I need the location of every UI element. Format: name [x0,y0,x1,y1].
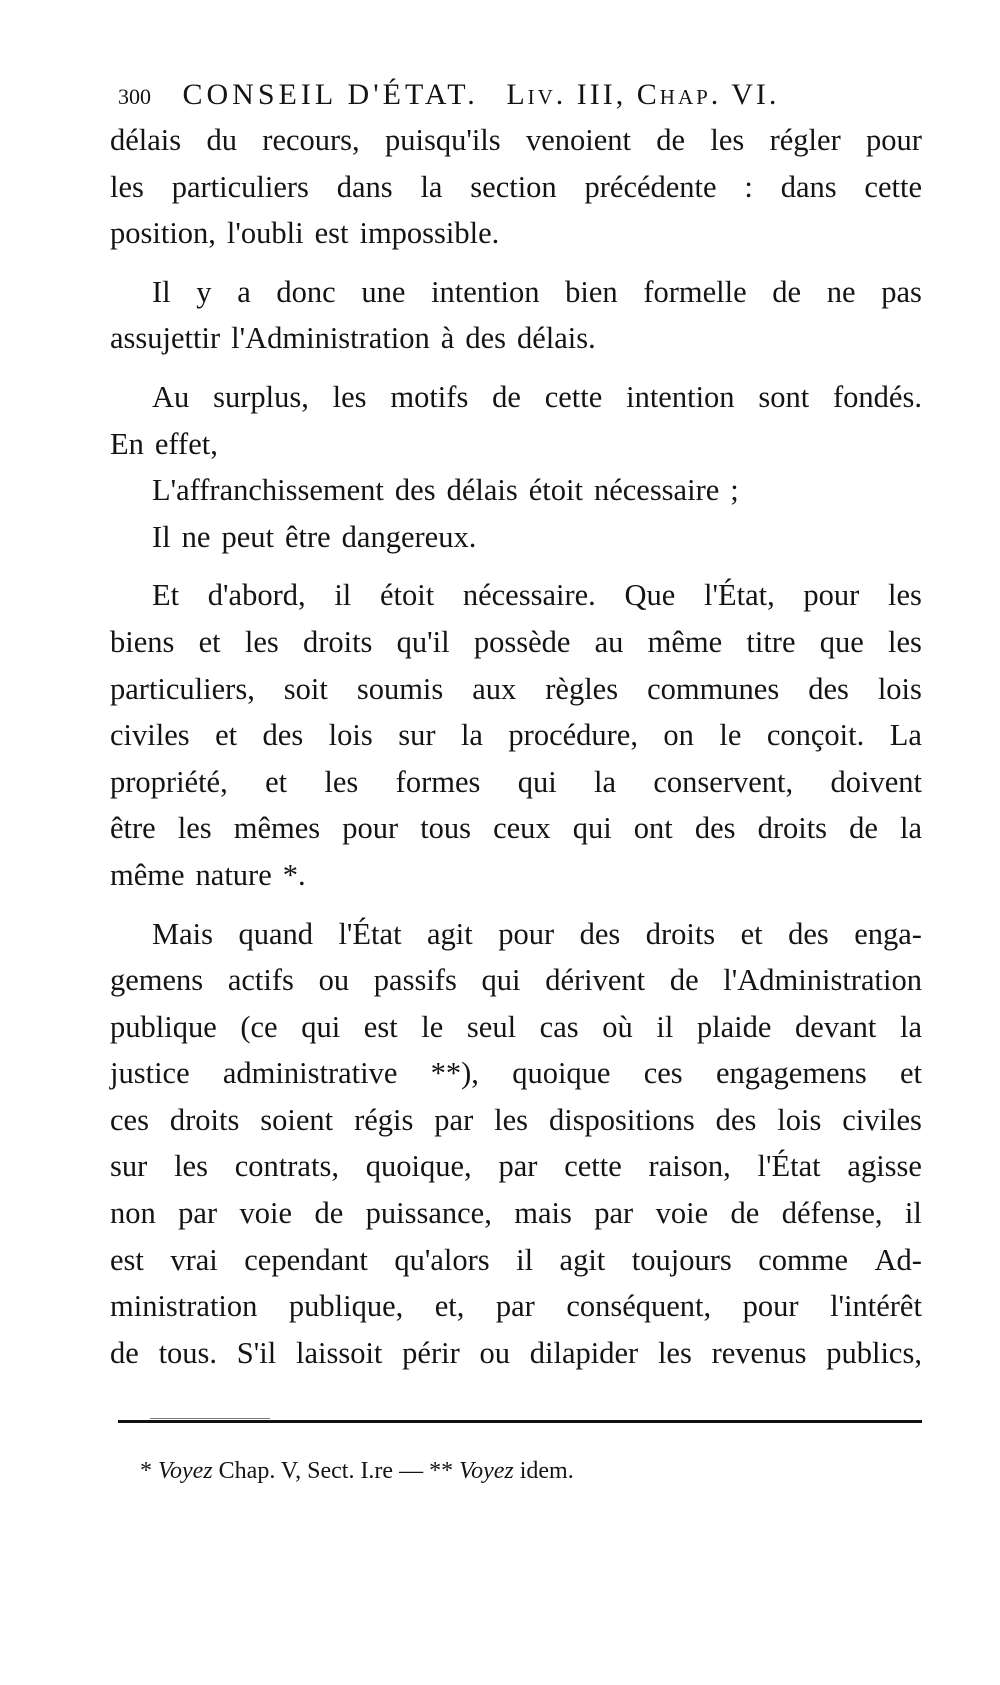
word: de [669,963,699,998]
paragraph-gap [110,362,922,374]
word: la [460,718,483,753]
word: les [174,1149,208,1184]
word: cas [539,1009,579,1044]
word: de [849,811,878,846]
word: les [110,169,144,204]
word: ne [826,274,856,309]
word: section [470,169,557,204]
word: de [772,274,802,309]
word: par [434,1102,474,1137]
word: actifs [227,963,294,998]
word: de [656,123,686,157]
word: soit [283,671,328,706]
word: au [594,624,624,659]
text-line [110,572,922,619]
word: dérivent [545,963,646,998]
text-line [110,467,922,514]
word: publics, [826,1335,922,1370]
word: formes [395,764,481,799]
word: et [899,1056,922,1091]
text-line [110,759,922,806]
word: ont [633,811,673,846]
word: Au [152,379,190,414]
word: biens [110,624,175,659]
word: L'affranchissement [152,473,384,508]
word: propriété, [110,764,228,799]
header-title: CONSEIL D'ÉTAT. [182,78,479,111]
word: laissoit [295,1335,383,1370]
footnote-ref-1: Chap. V, Sect. I.re — [218,1458,424,1484]
word: être [284,519,331,554]
word: Et [152,578,180,613]
footnote-voyez-1: Voyez [158,1458,213,1484]
word: pour [498,916,555,951]
word: publique, [288,1289,404,1324]
word: de [110,1335,139,1370]
word: précédente [584,169,717,204]
word: voie [655,1196,709,1231]
text-line [110,1004,922,1051]
word: motifs [390,379,469,414]
word: seul [466,1009,517,1044]
word: contrats, [234,1149,339,1184]
word: agit [427,916,473,951]
word: mêmes [233,811,321,846]
word: passifs [373,963,457,998]
word: il [904,1196,922,1231]
word: et, [434,1289,465,1324]
footnote-voyez-2: Voyez [459,1458,514,1484]
text-line [110,1050,922,1097]
footnote-mark-1: * [140,1458,152,1484]
word: par [178,1196,218,1231]
word: devant [795,1009,877,1044]
footnote-mark-2: ** [429,1458,454,1484]
word: et [740,916,763,951]
text-line [110,911,922,958]
word: S'il [236,1335,277,1370]
word: administrative [222,1056,398,1091]
text-line [110,1190,922,1237]
word: titre [746,624,796,659]
word: intention [626,379,735,414]
word: le [719,718,742,753]
word: des [715,1102,757,1137]
text-line [110,210,922,257]
word: intention [431,274,540,309]
footnote-ref-2: idem. [519,1458,574,1484]
word: même [647,624,723,659]
word: et [198,624,221,659]
word: pour [742,1289,799,1324]
word: soumis [356,671,444,706]
word: qu'il [396,624,450,659]
word: civiles [110,718,190,753]
word: l'État [757,1149,821,1184]
word: dilapider [529,1335,639,1370]
word: Il [152,519,171,554]
word: pour [866,123,922,157]
word: comme [758,1242,848,1277]
word: conçoit. [766,718,865,753]
word: l'Administration [723,963,922,998]
word: droits [645,916,716,951]
word: y [196,274,212,309]
word: (ce [240,1009,278,1044]
word: les [324,764,359,799]
word: l'Administration [231,321,430,356]
word: qui [301,1009,341,1044]
word: quand [238,916,313,951]
word: lois [328,718,373,753]
word: est [363,1009,398,1044]
text-line [110,514,922,561]
word: à [440,321,455,356]
word: assujettir [110,321,221,356]
word: qu'alors [394,1242,490,1277]
word: particuliers [171,169,309,204]
word: particuliers, [110,671,255,706]
word: revenus [711,1335,807,1370]
word: cependant [244,1242,368,1277]
word: voie [239,1196,293,1231]
word: des [808,671,849,706]
word: toujours [631,1242,732,1277]
word: les [494,1102,529,1137]
footnote-rule [118,1420,922,1423]
word: les [888,578,922,613]
word: de [730,1196,760,1231]
word: du [206,123,237,157]
word: droits [757,811,828,846]
footnote [140,1458,574,1485]
word: même [110,857,185,892]
word: Que [624,578,676,613]
word: La [889,718,922,753]
word: périr [402,1335,460,1370]
text-line [110,1097,922,1144]
word: agit [559,1242,606,1277]
word: défense, [781,1196,883,1231]
text-line [110,421,922,468]
word: et [265,764,288,799]
word: doivent [830,764,922,799]
word: ceux [493,811,551,846]
word: que [819,624,864,659]
word: quoique [512,1056,611,1091]
word: quoique, [365,1149,472,1184]
word: lois [877,671,922,706]
word: procédure, [508,718,638,753]
paragraph-gap [110,560,922,572]
word: ces [643,1056,683,1091]
word: effet, [154,426,218,461]
text-line [110,269,922,316]
word: nécessaire. [462,578,596,613]
word: ministration [110,1289,258,1324]
word: la [899,811,922,846]
paragraph-gap [110,899,922,911]
word: l'oubli [226,216,304,251]
word: délais [110,123,182,157]
word: où [602,1009,633,1044]
word: des [694,811,736,846]
word: une [361,274,406,309]
word: régis [354,1102,414,1137]
word: ou [479,1335,510,1370]
text-line [110,619,922,666]
word: être [110,811,156,846]
word: pour [803,578,860,613]
word: des [579,916,621,951]
word: l'intérêt [830,1289,922,1324]
text-line [110,852,922,899]
word: l'État, [704,578,775,613]
word: puisqu'ils [384,123,501,157]
text-line [110,666,922,713]
text-line [110,805,922,852]
word: dans [780,169,837,204]
word: tous [420,811,472,846]
word: cette [564,1149,622,1184]
word: des [394,473,436,508]
word: ; [730,473,739,508]
word: la [420,169,443,204]
word: l'État [338,916,402,951]
word: impossible. [359,216,500,251]
word: En [110,426,144,461]
word: nature [195,857,272,892]
word: et [215,718,238,753]
word: Mais [152,916,213,951]
word: gemens [110,963,204,998]
word: pas [881,274,922,309]
word: sont [758,379,810,414]
word: ne [181,519,211,554]
word: délais. [517,321,596,356]
word: Ad- [874,1242,922,1277]
word: mais [514,1196,572,1231]
word: il [334,578,352,613]
word: on [663,718,694,753]
word: par [498,1149,538,1184]
page-number: 300 [118,84,151,109]
word: les [244,624,279,659]
word: soient [260,1102,334,1137]
word: droits [302,624,373,659]
text-line [110,1143,922,1190]
word: dans [336,169,393,204]
word: qui [481,963,521,998]
word: il [516,1242,534,1277]
text-line [110,957,922,1004]
word: les [332,379,367,414]
word: sur [398,718,436,753]
word: tous. [158,1335,218,1370]
word: des [465,321,506,356]
word: par [495,1289,535,1324]
word: bien [565,274,618,309]
word: délais [446,473,518,508]
word: cette [864,169,922,204]
word: dispositions [548,1102,695,1137]
text-line [110,374,922,421]
word: civiles [842,1102,922,1137]
word: aux [472,671,517,706]
text-line [110,1283,922,1330]
word: donc [276,274,336,309]
word: publique [110,1009,217,1044]
word: non [110,1196,156,1231]
word: est [110,1242,144,1277]
word: il [656,1009,674,1044]
text-line [110,1237,922,1284]
word: nécessaire [593,473,720,508]
word: les [888,624,922,659]
word: lois [777,1102,822,1137]
text-line [110,315,922,362]
header-chapter: Liv. III, Chap. VI. [506,78,780,111]
word: de [492,379,521,414]
word: engagemens [715,1056,867,1091]
word: conservent, [653,764,794,799]
word: plaide [696,1009,772,1044]
text-line [110,1330,922,1377]
word: justice [110,1056,190,1091]
word: ces [110,1102,149,1137]
text-line [110,117,922,164]
word: les [710,123,745,157]
word: puissance, [365,1196,492,1231]
word: droits [169,1102,240,1137]
word: peut [221,519,274,554]
word: étoit [528,473,583,508]
word: : [744,169,753,204]
word: le [421,1009,444,1044]
word: Il [152,274,171,309]
footnote-rule-thin [150,1418,270,1419]
word: venoient [525,123,631,157]
word: qui [517,764,557,799]
word: par [594,1196,634,1231]
word: règles [545,671,619,706]
word: possède [473,624,571,659]
word: régler [769,123,841,157]
word: les [177,811,212,846]
word: raison, [648,1149,731,1184]
word: agisse [847,1149,922,1184]
word: a [237,274,251,309]
text-line [110,164,922,211]
word: qui [572,811,612,846]
word: d'abord, [207,578,306,613]
word: des [262,718,304,753]
word: est [314,216,349,251]
word: conséquent, [566,1289,712,1324]
word: fondés. [833,379,922,414]
word: sur [110,1149,148,1184]
word: dangereux. [341,519,477,554]
word: **), [430,1056,479,1091]
running-header [118,78,918,112]
word: la [899,1009,922,1044]
word: la [594,764,617,799]
word: de [314,1196,344,1231]
text-line [110,712,922,759]
word: les [657,1335,692,1370]
word: communes [647,671,780,706]
word: formelle [643,274,747,309]
paragraph-gap [110,257,922,269]
word: recours, [262,123,360,157]
word: ou [318,963,350,998]
word: position, [110,216,216,251]
word: enga- [854,916,922,951]
word: surplus, [213,379,309,414]
word: des [788,916,829,951]
word: pour [342,811,399,846]
word: *. [282,857,306,892]
word: vrai [170,1242,218,1277]
word: cette [544,379,603,414]
word: étoit [379,578,435,613]
body-text [110,117,922,1376]
